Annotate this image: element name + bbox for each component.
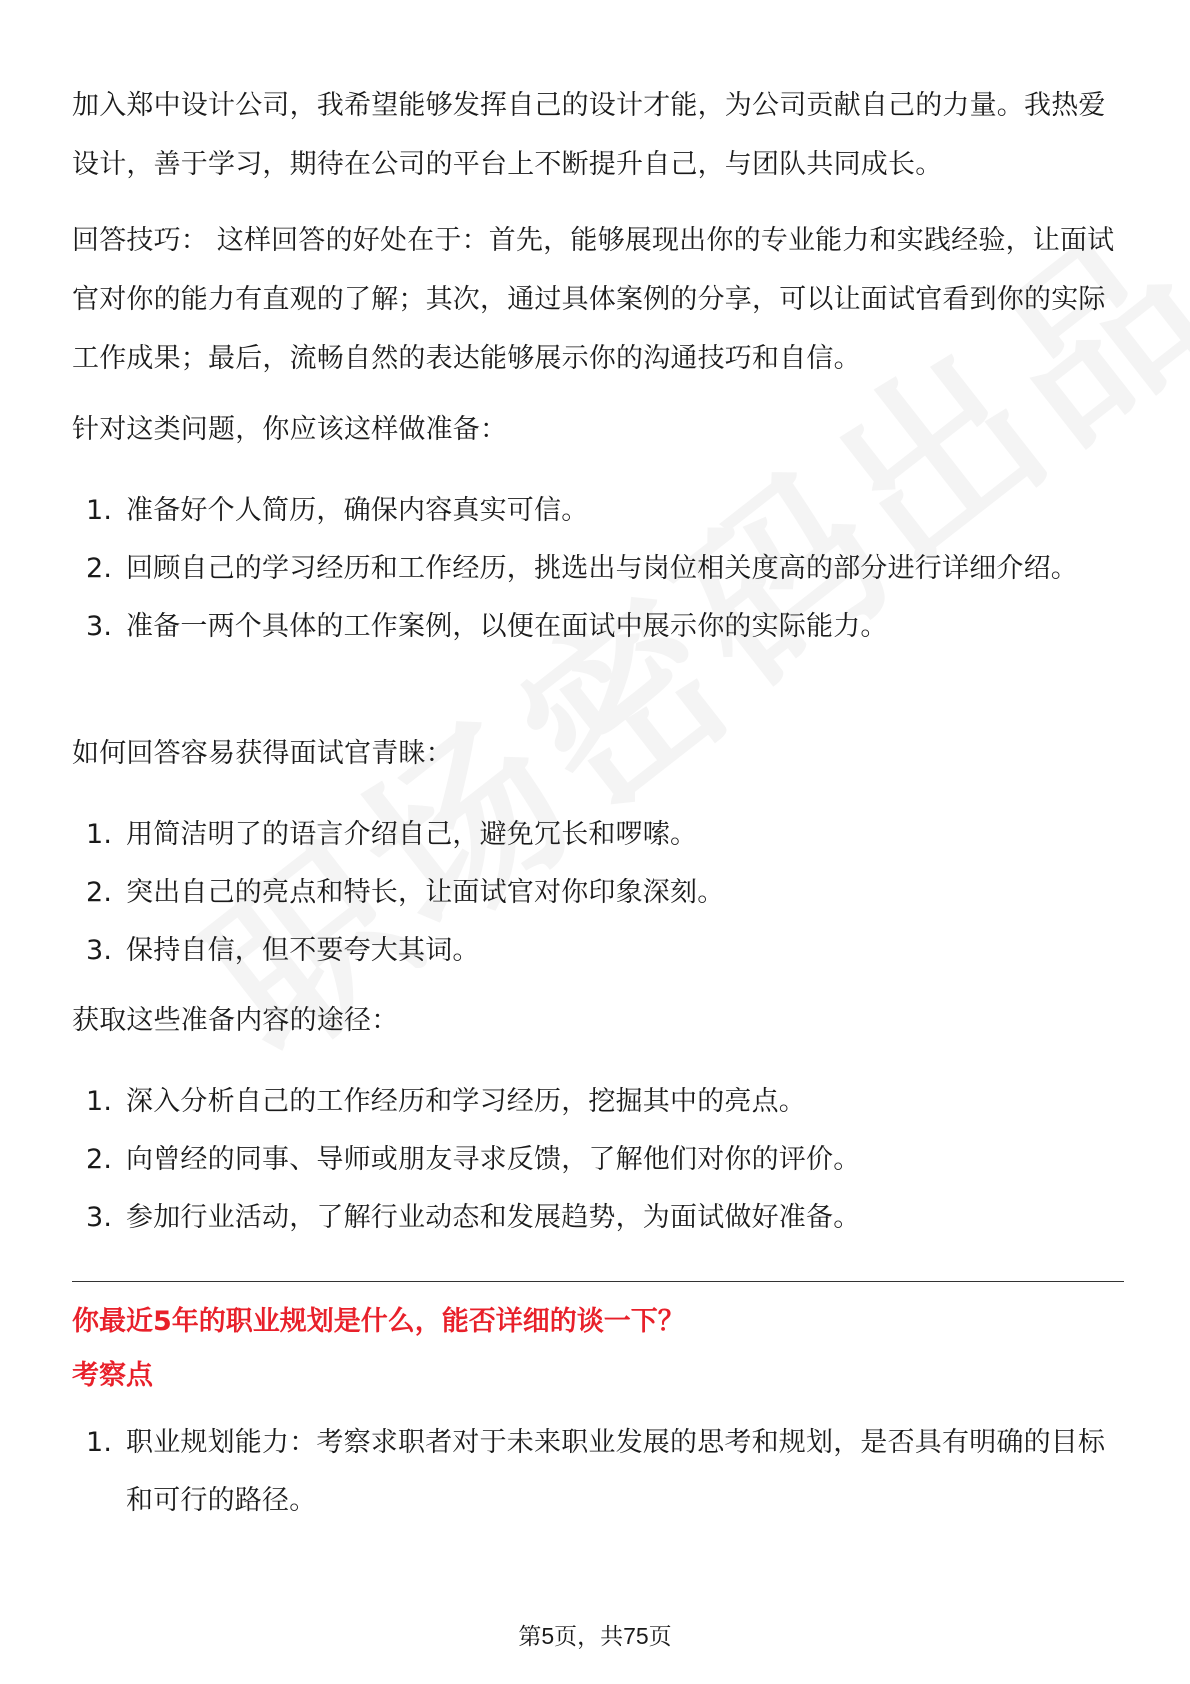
prepare-list — [72, 482, 1124, 656]
favor-list — [72, 806, 1124, 980]
list-item — [72, 1189, 1124, 1247]
list-number: 3. — [86, 1202, 113, 1233]
list-number: 1. — [86, 1427, 113, 1458]
tips-paragraph: 回答技巧： 这样回答的好处在于：首先，能够展现出你的专业能力和实践经验，让面试官对你的能力有直观的了解；其次，通过具体案例的分享，可以让面试官看到你的实际工作成果；最后，流畅自然的表达能够展示你的沟通技巧和自信。 — [72, 225, 1115, 374]
list-item — [72, 1414, 1124, 1530]
list-item-text: 突出自己的亮点和特长，让面试官对你印象深刻。 — [126, 877, 725, 908]
list-item-text: 深入分析自己的工作经历和学习经历，挖掘其中的亮点。 — [126, 1086, 806, 1117]
list-item-text: 准备好个人简历，确保内容真实可信。 — [126, 495, 589, 526]
list-number: 3. — [86, 611, 113, 642]
list-item-text: 回顾自己的学习经历和工作经历，挑选出与岗位相关度高的部分进行详细介绍。 — [126, 553, 1078, 584]
page-footer: 第5页，共75页 — [518, 1623, 672, 1649]
list-item — [72, 922, 1124, 980]
list-item-text: 保持自信，但不要夸大其词。 — [126, 935, 480, 966]
list-item — [72, 482, 1124, 540]
list-number: 1. — [86, 495, 113, 526]
list-number: 1. — [86, 1086, 113, 1117]
list-number: 2. — [86, 1144, 113, 1175]
list-item — [72, 1131, 1124, 1189]
favor-heading: 如何回答容易获得面试官青睐： — [72, 738, 453, 769]
document-page — [72, 0, 1124, 1684]
source-list — [72, 1073, 1124, 1247]
intro-paragraph: 加入郑中设计公司，我希望能够发挥自己的设计才能，为公司贡献自己的力量。我热爱设计，善于学习，期待在公司的平台上不断提升自己，与团队共同成长。 — [72, 90, 1106, 180]
list-item — [72, 598, 1124, 656]
list-number: 2. — [86, 553, 113, 584]
list-item-text: 参加行业活动，了解行业动态和发展趋势，为面试做好准备。 — [126, 1202, 861, 1233]
list-item-text: 用简洁明了的语言介绍自己，避免冗长和啰嗦。 — [126, 819, 698, 850]
question-heading: 你最近5年的职业规划是什么，能否详细的谈一下？ — [72, 1306, 685, 1337]
list-item — [72, 864, 1124, 922]
list-item — [72, 540, 1124, 598]
list-item — [72, 1073, 1124, 1131]
section-divider — [72, 1281, 1124, 1282]
list-item-text: 准备一两个具体的工作案例，以便在面试中展示你的实际能力。 — [126, 611, 888, 642]
list-number: 2. — [86, 877, 113, 908]
list-item — [72, 806, 1124, 864]
list-number: 3. — [86, 935, 113, 966]
list-item-text: 职业规划能力：考察求职者对于未来职业发展的思考和规划，是否具有明确的目标和可行的路径。 — [126, 1427, 1106, 1516]
observe-heading: 考察点 — [72, 1360, 153, 1391]
list-number: 1. — [86, 819, 113, 850]
prepare-heading: 针对这类问题，你应该这样做准备： — [72, 414, 508, 445]
source-heading: 获取这些准备内容的途径： — [72, 1005, 399, 1036]
observe-list — [72, 1414, 1124, 1530]
list-item-text: 向曾经的同事、导师或朋友寻求反馈，了解他们对你的评价。 — [126, 1144, 861, 1175]
